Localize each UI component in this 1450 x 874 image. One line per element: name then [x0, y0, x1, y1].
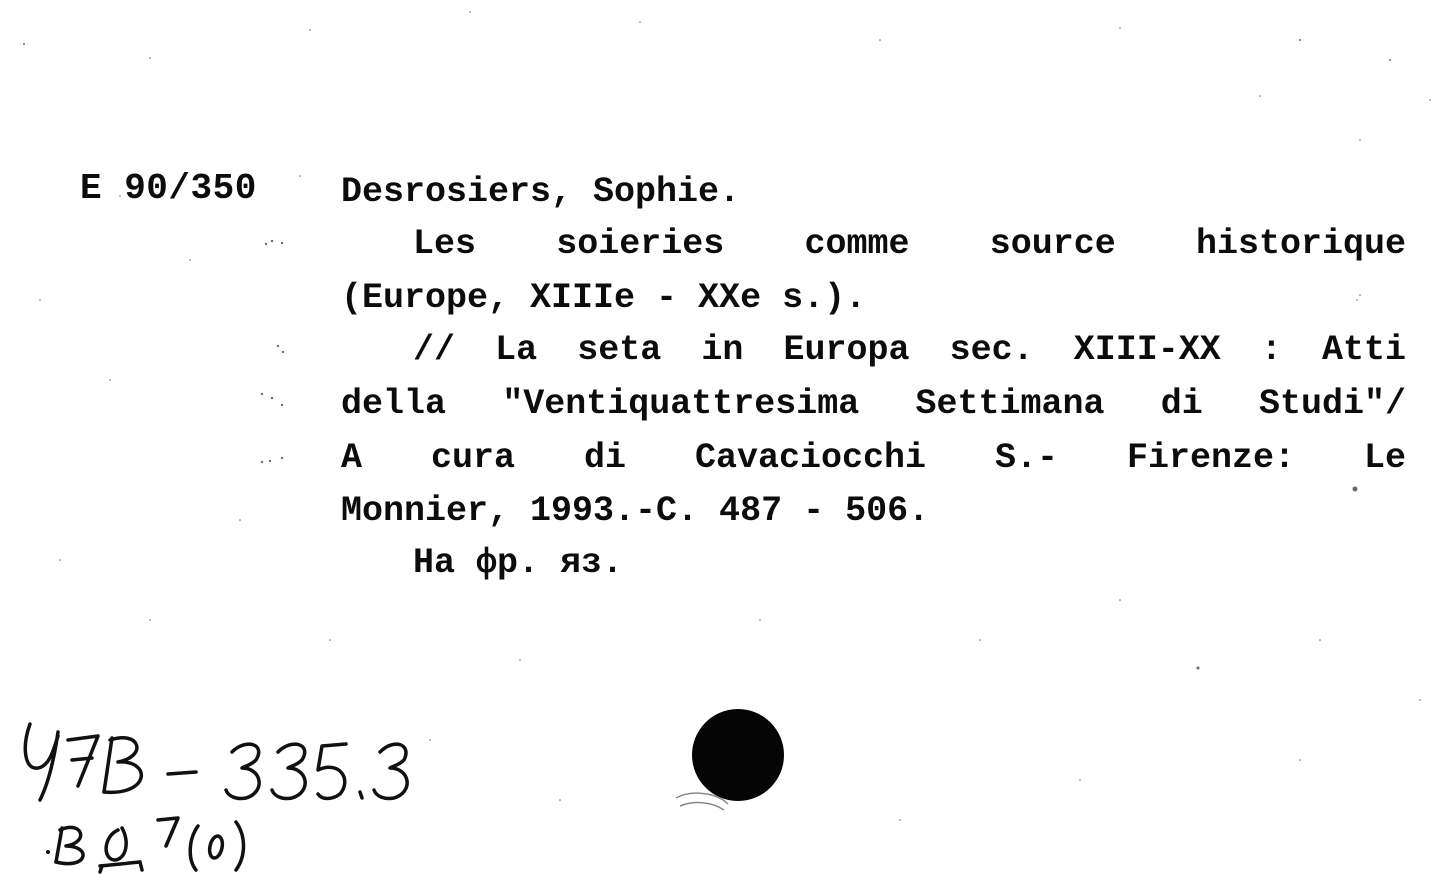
title-line-2: (Europe, XIIIe - XXe s.).: [341, 278, 867, 318]
source-line-1: // La seta in Europa sec. XIII-XX : Atti: [413, 330, 1406, 370]
author-heading: Desrosiers, Sophie.: [341, 172, 741, 212]
source-line-4: Monnier, 1993.-C. 487 - 506.: [341, 491, 930, 531]
source-line-2: della "Ventiquattresima Settimana di Studi"/: [341, 384, 1406, 424]
title-line-1: Les soieries comme source historique: [413, 224, 1406, 264]
source-line-3: A cura di Cavaciocchi S.- Firenze: Le: [341, 438, 1406, 478]
shelf-mark: E 90/350: [80, 168, 257, 209]
language-note: На фр. яз.: [413, 543, 624, 583]
